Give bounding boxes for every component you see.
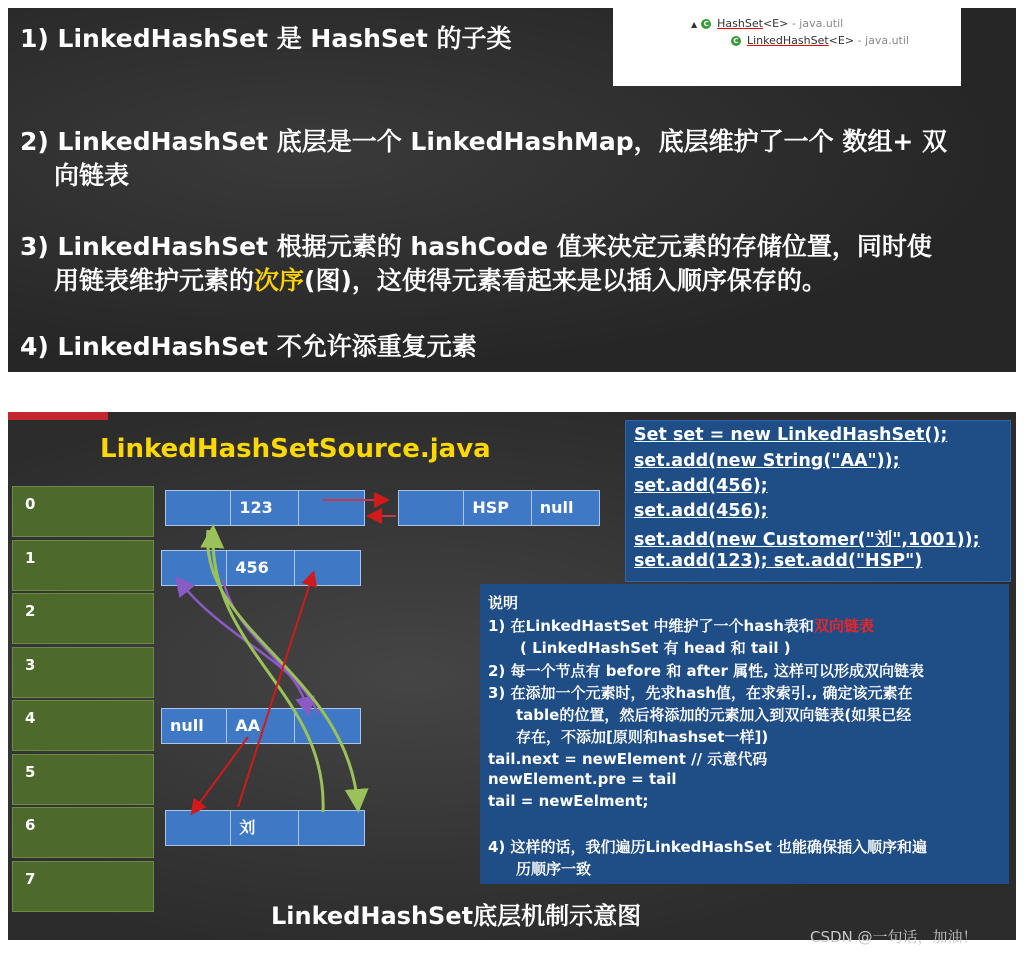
point-2: 2) LinkedHashSet 底层是一个 LinkedHashMap，底层维护了一个 数组+ 双: [20, 127, 947, 156]
parent-class-name: HashSet: [717, 17, 763, 30]
description-item-4-cont: 历顺序一致: [516, 860, 592, 878]
class-icon: C: [701, 19, 711, 29]
description-item-4: 4) 这样的话，我们遍历LinkedHashSet 也能确保插入顺序和遍: [488, 838, 928, 856]
table-slot: 2: [12, 593, 154, 644]
node-hsp: HSP null: [398, 490, 600, 526]
node-123: 123: [165, 490, 365, 526]
description-code: newElement.pre = tail: [488, 770, 677, 788]
description-item-3: 3) 在添加一个元素时，先求hash值，在求索引., 确定该元素在: [488, 684, 913, 702]
top-slide: [8, 8, 1016, 372]
description-code: tail = newEelment;: [488, 792, 649, 810]
code-line: set.add(new String("AA"));: [634, 451, 900, 471]
description-code: tail.next = newElement // 示意代码: [488, 750, 768, 768]
arrow-liu-to-123: [213, 530, 323, 812]
tree-row-parent[interactable]: ▲ C HashSet<E> - java.util: [691, 17, 844, 30]
class-hierarchy-panel: [613, 8, 961, 86]
diagram-caption: LinkedHashSet底层机制示意图: [271, 902, 642, 930]
table-slot: 1: [12, 540, 154, 591]
description-item-1: 1) 在LinkedHastSet 中维护了一个hash表和双向链表: [488, 617, 874, 635]
description-heading: 说明: [488, 594, 519, 612]
arrow-aa-to-456: [178, 580, 318, 714]
code-line: set.add(123); set.add("HSP"): [634, 551, 923, 571]
code-line: set.add(new Customer("刘",1001));: [634, 530, 980, 550]
highlight-doubly-linked: 双向链表: [813, 617, 874, 635]
description-item-3-cont: 存在，不添加[原则和hashset一样]): [516, 728, 769, 746]
code-line: Set set = new LinkedHashSet();: [634, 425, 948, 445]
table-slot: 6: [12, 807, 154, 858]
csdn-watermark: CSDN @一句话，加油！: [810, 928, 978, 946]
point-1: 1) LinkedHashSet 是 HashSet 的子类: [20, 24, 512, 53]
table-slot: 0: [12, 486, 154, 537]
arrow-liu-to-456: [238, 574, 313, 807]
bottom-slide: [8, 412, 1016, 940]
table-slot: 7: [12, 861, 154, 912]
code-panel: [625, 420, 1011, 582]
node-liu: 刘: [165, 810, 365, 846]
table-slot: 5: [12, 754, 154, 805]
point-4: 4) LinkedHashSet 不允许添重复元素: [20, 332, 477, 361]
source-file-title: LinkedHashSetSource.java: [100, 434, 491, 464]
description-panel: [480, 584, 1009, 884]
node-aa: null AA: [161, 708, 361, 744]
description-item-3-cont: table的位置，然后将添加的元素加入到双向链表(如果已经: [516, 706, 912, 724]
highlight-order: 次序: [254, 266, 305, 295]
point-3-cont: 用链表维护元素的次序(图)，这使得元素看起来是以插入顺序保存的。: [54, 266, 827, 295]
table-slot: 4: [12, 700, 154, 751]
class-icon: C: [731, 36, 741, 46]
code-line: set.add(456);: [634, 476, 768, 496]
child-class-name: LinkedHashSet: [747, 34, 829, 47]
code-line: set.add(456);: [634, 501, 768, 521]
tree-row-child[interactable]: C LinkedHashSet<E> - java.util: [731, 34, 909, 47]
collapse-arrow-icon[interactable]: ▲: [691, 20, 698, 29]
point-2-cont: 向链表: [54, 161, 130, 190]
description-item-1-cont: ( LinkedHashSet 有 head 和 tail ): [520, 639, 791, 657]
node-456: 456: [161, 550, 361, 586]
table-slot: 3: [12, 647, 154, 698]
description-item-2: 2) 每一个节点有 before 和 after 属性, 这样可以形成双向链表: [488, 662, 925, 680]
point-3: 3) LinkedHashSet 根据元素的 hashCode 值来决定元素的存储位置，同时使: [20, 232, 932, 261]
